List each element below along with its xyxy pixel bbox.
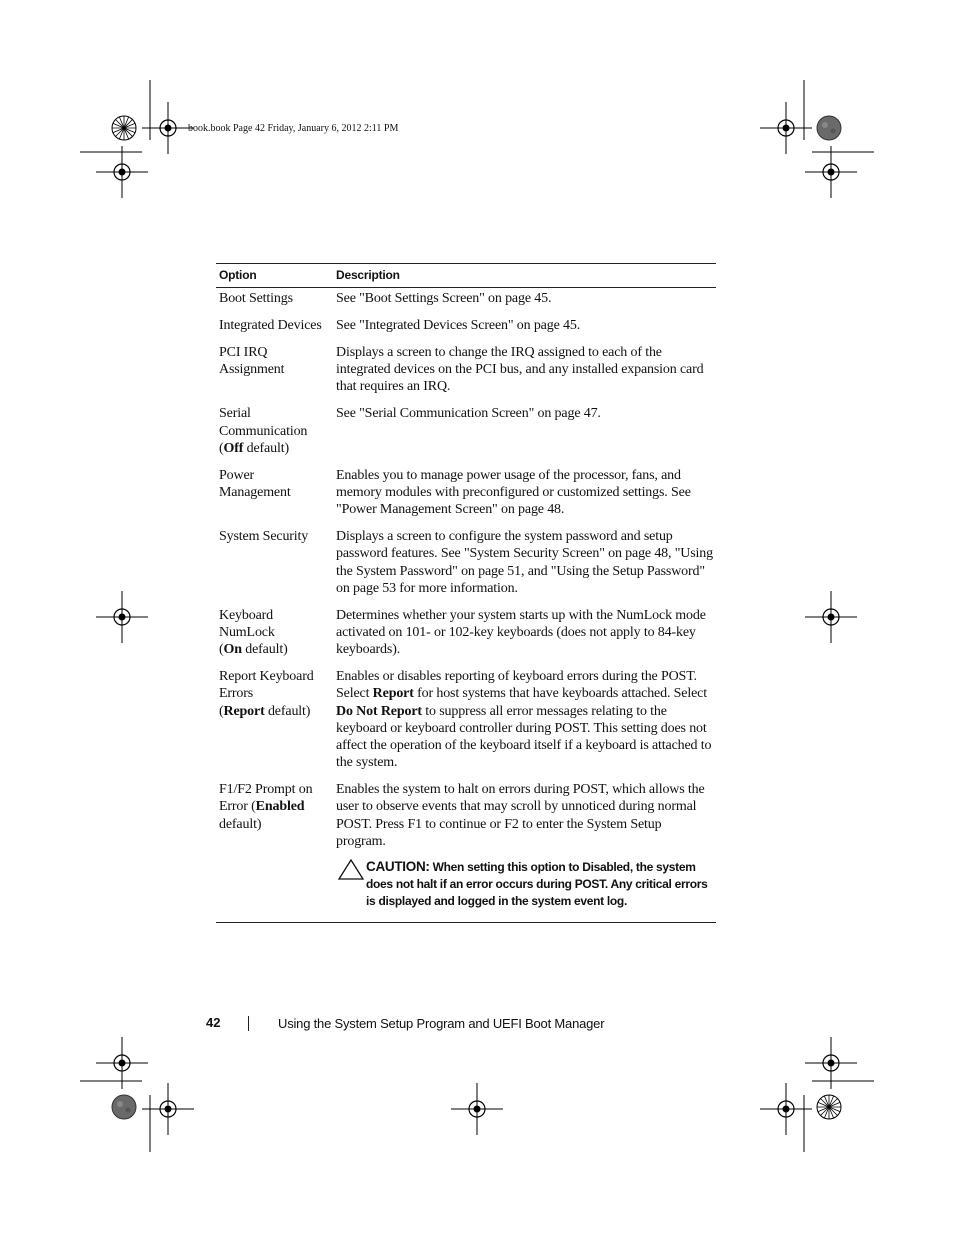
default-close: default) [241,642,288,658]
option-line: Management [219,485,291,501]
table-row [216,779,716,922]
description-cell: See "Integrated Devices Screen" on page 45. [336,318,581,333]
caution-note [336,858,713,910]
option-cell: Integrated Devices [219,318,322,333]
bios-options-table [216,263,716,923]
description-text: Enables the system to halt on errors during POST, which allows the user to observe events that may scroll by unnoticed during normal POST. Press F1 to continue or F2 to enter the System Setup program. [336,782,705,849]
description-bold: Report [372,686,414,702]
table-row [216,342,716,403]
print-header: book.book Page 42 Friday, January 6, 2012 2:11 PM [188,123,399,134]
option-cell: System Security [219,529,309,545]
table-row [216,288,716,316]
page-number: 42 [206,1015,221,1030]
option-cell [216,666,333,779]
default-value: On [223,642,242,658]
option-line: Communication [219,423,308,439]
default-close: default) [264,703,311,719]
caution-text-block [366,858,713,910]
default-value: Report [223,703,265,719]
option-cell [216,403,333,464]
column-header-option: Option [216,264,333,288]
option-line: F1/F2 Prompt on [219,782,313,798]
default-close: default) [243,440,289,456]
description-cell: Determines whether your system starts up with the NumLock mode activated on 101- or 102-key keyboards (does not apply to 84-key keyboards). [336,607,706,658]
description-text: Enables or disables reporting of keyboard errors during the POST. Select [336,669,697,702]
caution-label: CAUTION: [366,859,430,875]
bios-options-table-container [216,263,716,923]
description-cell: Displays a screen to change the IRQ assigned to each of the integrated devices on the PCI bus, and any installed expansion card that requires an IRQ. [336,345,704,395]
option-line: NumLock [219,625,275,641]
default-open: ( [219,703,224,719]
table-row [216,605,716,666]
description-cell: Displays a screen to configure the system password and setup password features. See "System Security Screen" on page 48, "Using the System Password" on page 51, and "Using the Setup Password" on page 53 for more information. [336,529,713,596]
default-value: Enabled [255,799,305,815]
option-cell [216,779,333,922]
default-open: ( [219,642,224,658]
description-cell: Enables you to manage power usage of the processor, fans, and memory modules with preconfigured or customized settings. See "Power Management Screen" on page 48. [336,467,691,518]
description-cell: See "Serial Communication Screen" on page 47. [336,406,601,422]
option-cell [216,465,333,526]
option-line: default) [219,816,262,832]
option-line: Keyboard [219,607,274,623]
table-row [216,315,716,342]
description-text: to suppress all error messages relating to the keyboard or keyboard controller during POST. This setting does not affect the operation of the keyboard itself if a keyboard is attached to the system. [336,703,712,771]
footer-divider [248,1016,249,1031]
description-text: for host systems that have keyboards attached. Select [413,686,707,702]
description-bold: Do Not Report [336,703,422,719]
option-line: PCI IRQ [219,345,268,360]
table-row [216,526,716,605]
table-row [216,666,716,779]
option-line: Error ( [219,799,256,815]
warning-triangle-icon [336,859,366,881]
option-line: Report Keyboard [219,669,314,685]
default-open: ( [219,440,224,456]
description-cell: See "Boot Settings Screen" on page 45. [336,291,552,306]
table-row [216,403,716,464]
table-header-row [216,264,716,288]
option-line: Assignment [219,362,285,378]
option-cell [216,342,333,403]
caution-text: When setting this option to Disabled, the system does not halt if an error occurs during POST. Any critical errors is displayed and logged in the system event log. [366,860,708,909]
option-line: Serial [219,406,251,422]
description-cell [333,779,716,922]
column-header-description: Description [333,264,716,288]
option-cell [216,605,333,666]
chapter-title: Using the System Setup Program and UEFI Boot Manager [278,1016,605,1031]
option-line: Power [219,467,255,483]
option-line: Errors [219,686,254,702]
table-row [216,465,716,526]
option-cell: Boot Settings [219,291,293,306]
default-value: Off [223,440,244,456]
description-cell [333,666,716,779]
